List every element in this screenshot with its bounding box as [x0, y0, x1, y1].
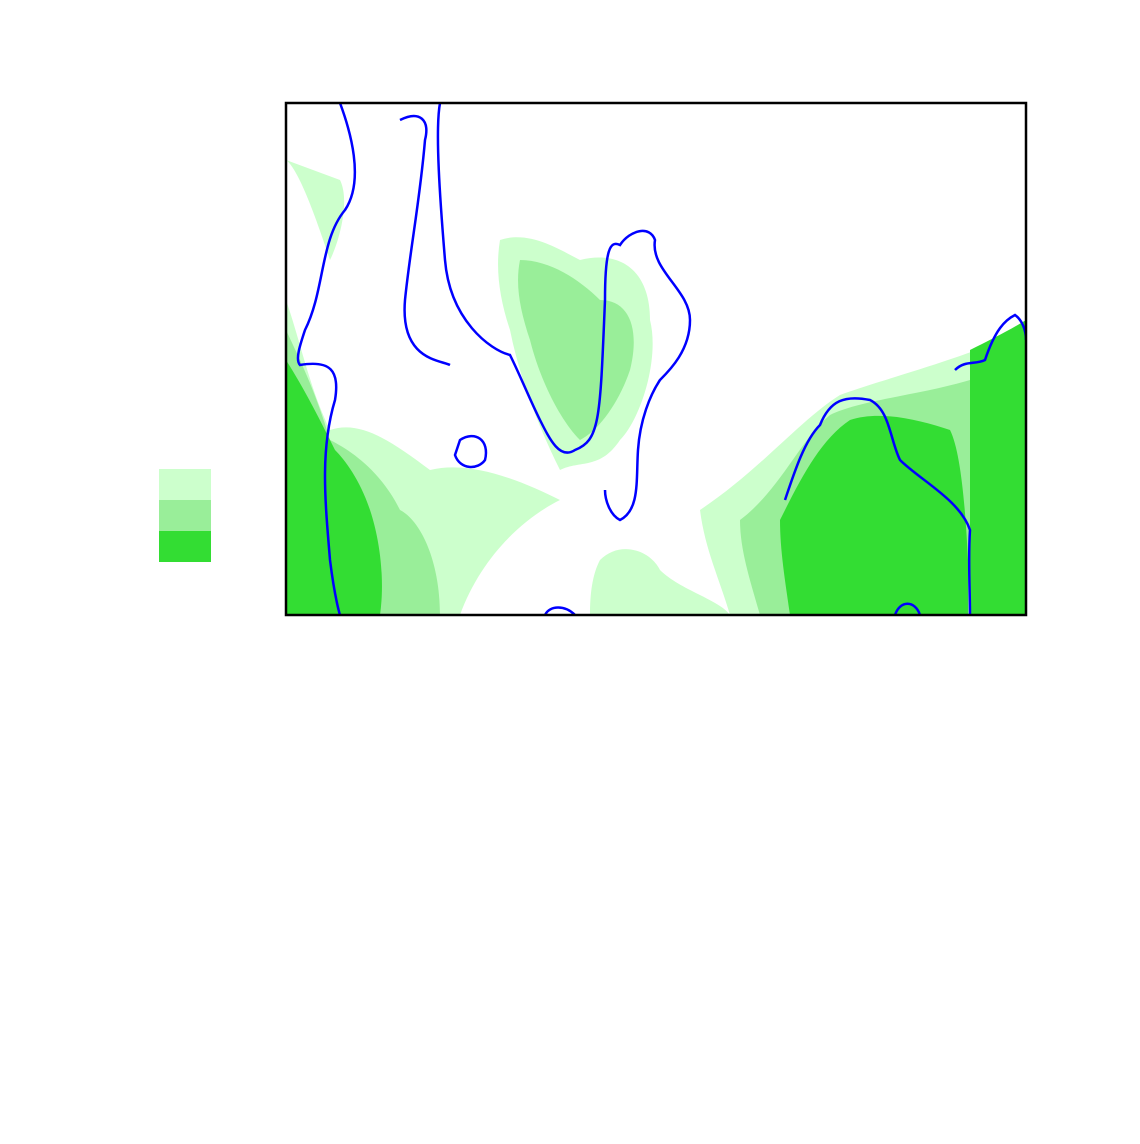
- legend-rh70-swatch: [159, 469, 211, 500]
- legend-rh80-swatch: [159, 500, 211, 531]
- cross-section-panel: [286, 103, 1026, 615]
- legend-rh90-swatch: [159, 531, 211, 562]
